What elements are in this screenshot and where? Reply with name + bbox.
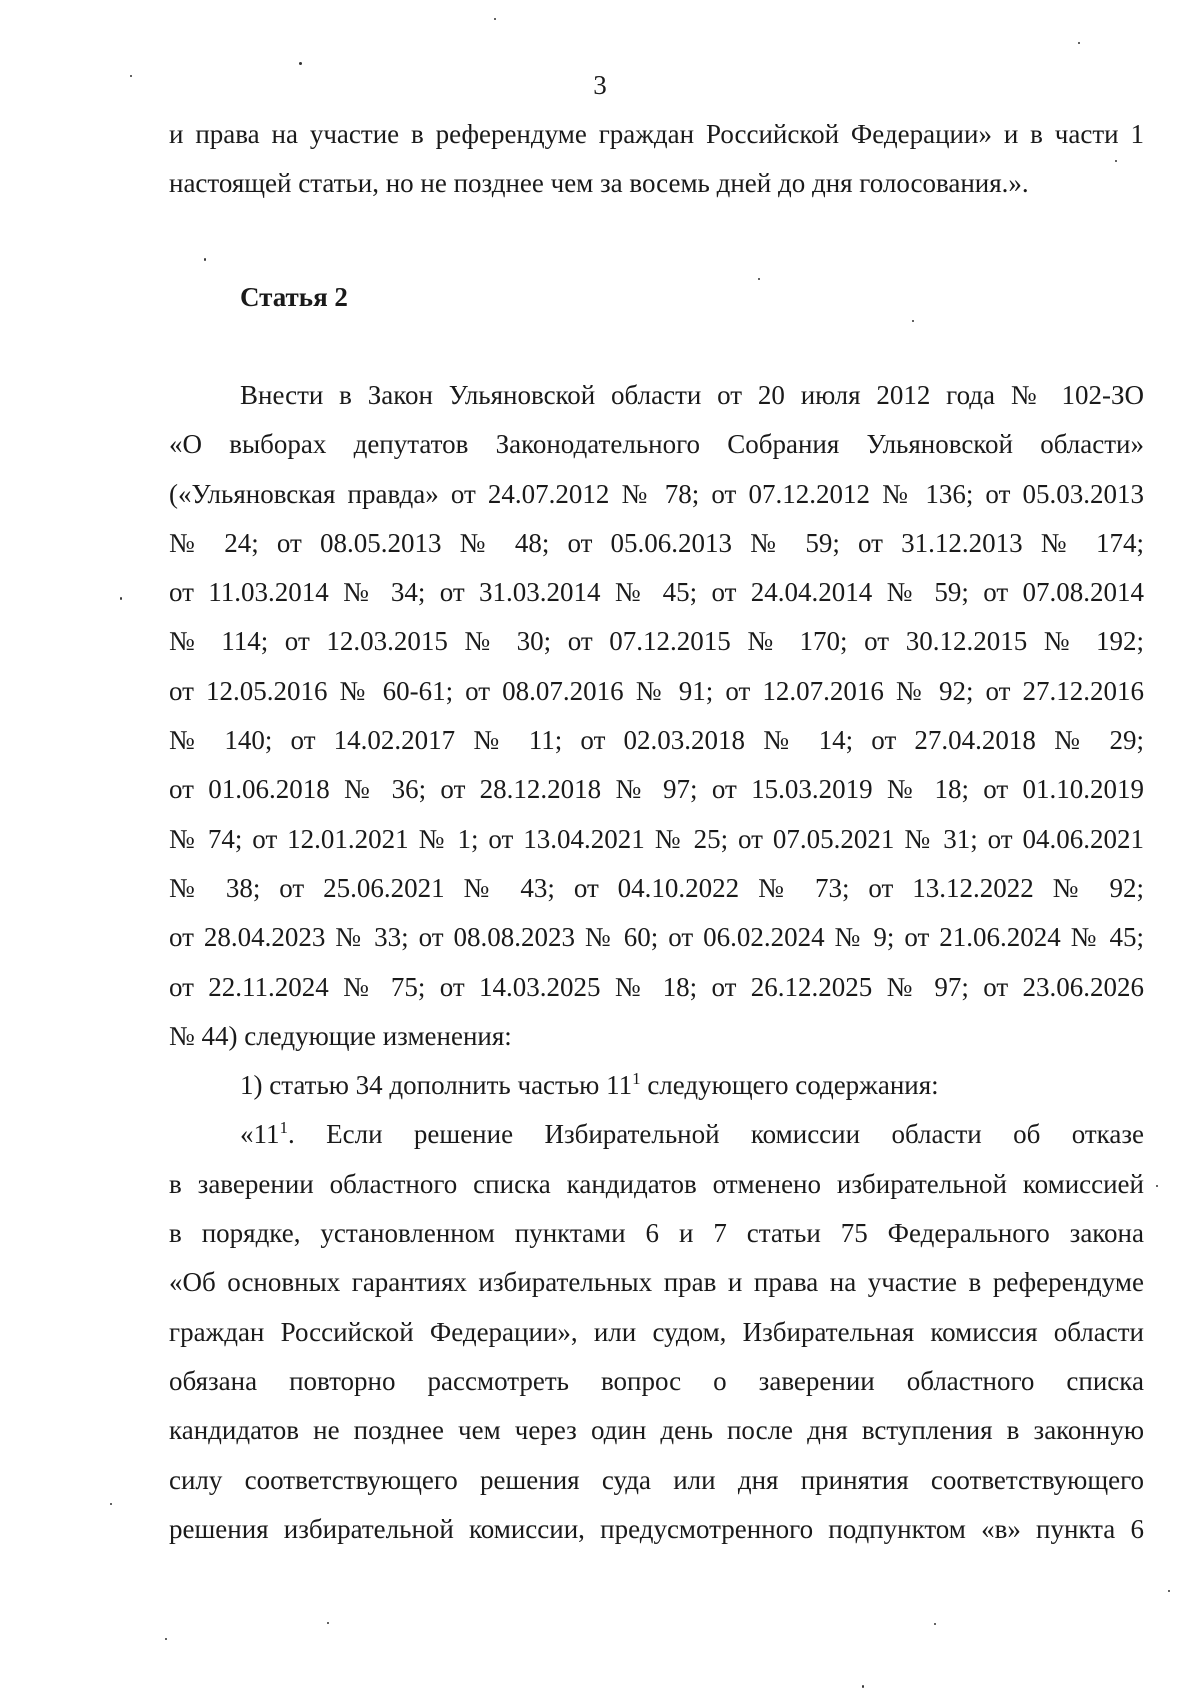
- amendment-line: № 38; от 25.06.2021 № 43; от 04.10.2022 № 73; от 13.12.2022 № 92;: [169, 872, 1144, 903]
- scan-speck: [327, 1622, 329, 1624]
- continuation-paragraph: [169, 110, 1144, 208]
- article-body: [169, 371, 1144, 1554]
- superscript: 1: [632, 1069, 641, 1089]
- amendment-paragraph: [169, 371, 1144, 1061]
- new-part-line: силу соответствующего решения суда или дня принятия соответствующего: [169, 1464, 1144, 1495]
- scan-speck: [1078, 42, 1080, 44]
- new-part-line: в заверении областного списка кандидатов отменено избирательной комиссией: [169, 1168, 1144, 1199]
- new-part-line: «Об основных гарантиях избирательных прав и права на участие в референдуме: [169, 1267, 1144, 1298]
- amendment-line: № 140; от 14.02.2017 № 11; от 02.03.2018 № 14; от 27.04.2018 № 29;: [169, 725, 1144, 756]
- new-part-first-line: [169, 1110, 1144, 1159]
- continuation-line: настоящей статьи, но не позднее чем за восемь дней до дня голосования.».: [169, 168, 1029, 198]
- scan-speck: [165, 1638, 167, 1640]
- superscript: 1: [279, 1118, 288, 1138]
- new-part-line: граждан Российской Федерации», или судом, Избирательная комиссия области: [169, 1316, 1144, 1347]
- amendment-line: Внести в Закон Ульяновской области от 20 июля 2012 года № 102-ЗО: [240, 380, 1144, 410]
- new-part-line: обязана повторно рассмотреть вопрос о заверении областного списка: [169, 1365, 1144, 1396]
- amendment-line: от 22.11.2024 № 75; от 14.03.2025 № 18; от 26.12.2025 № 97; от 23.06.2026: [169, 971, 1144, 1002]
- amendment-line: («Ульяновская правда» от 24.07.2012 № 78; от 07.12.2012 № 136; от 05.03.2013: [169, 478, 1144, 509]
- amendment-line: от 28.04.2023 № 33; от 08.08.2023 № 60; от 06.02.2024 № 9; от 21.06.2024 № 45;: [169, 922, 1144, 953]
- new-part-number: [240, 1119, 1144, 1149]
- scan-speck: [1115, 160, 1117, 162]
- scan-speck: [299, 62, 302, 65]
- scan-speck: [1168, 1590, 1170, 1592]
- new-part-prefix: «11: [240, 1119, 280, 1150]
- amendment-line: № 74; от 12.01.2021 № 1; от 13.04.2021 № 25; от 07.05.2021 № 31; от 04.06.2021: [169, 823, 1144, 854]
- scan-speck: [120, 597, 122, 600]
- amendment-line: № 114; от 12.03.2015 № 30; от 07.12.2015 № 170; от 30.12.2015 № 192;: [169, 626, 1144, 657]
- scan-speck: [130, 75, 132, 77]
- amendment-line: от 12.05.2016 № 60-61; от 08.07.2016 № 91; от 12.07.2016 № 92; от 27.12.2016: [169, 675, 1144, 706]
- item-1-line: [169, 1061, 1144, 1110]
- scan-speck: [494, 18, 496, 20]
- scan-speck: [758, 278, 760, 280]
- amendment-line: от 11.03.2014 № 34; от 31.03.2014 № 45; от 24.04.2014 № 59; от 07.08.2014: [169, 577, 1144, 608]
- new-part-first-text: . Если решение Избирательной комиссии области об отказе: [288, 1119, 1144, 1150]
- new-part-line: в порядке, установленном пунктами 6 и 7 статьи 75 Федерального закона: [169, 1218, 1144, 1249]
- page-number: 3: [593, 70, 607, 100]
- scan-speck: [110, 1503, 112, 1505]
- amendment-line: № 24; от 08.05.2013 № 48; от 05.06.2013 № 59; от 31.12.2013 № 174;: [169, 527, 1144, 558]
- amendment-line: от 01.06.2018 № 36; от 28.12.2018 № 97; от 15.03.2019 № 18; от 01.10.2019: [169, 774, 1144, 805]
- scan-speck: [912, 320, 914, 322]
- scan-speck: [934, 1623, 936, 1625]
- article-heading: Статья 2: [240, 282, 348, 312]
- continuation-line: и права на участие в референдуме граждан Российской Федерации» и в части 1: [169, 119, 1144, 149]
- new-part-paragraph: [169, 1110, 1144, 1554]
- scan-speck: [862, 1685, 864, 1688]
- item-1-text: 1) статью 34 дополнить частью 11: [240, 1070, 633, 1101]
- amendment-line: № 44) следующие изменения:: [169, 1020, 512, 1051]
- scan-speck: [204, 258, 206, 261]
- scan-speck: [1156, 1185, 1158, 1187]
- amendment-line: «О выборах депутатов Законодательного Собрания Ульяновской области»: [169, 429, 1144, 460]
- item-1-text-end: следующего содержания:: [640, 1070, 939, 1101]
- item-1-paragraph: [169, 1061, 1144, 1110]
- new-part-line: решения избирательной комиссии, предусмотренного подпунктом «в» пункта 6: [169, 1513, 1144, 1544]
- new-part-line: кандидатов не позднее чем через один день после дня вступления в законную: [169, 1415, 1144, 1446]
